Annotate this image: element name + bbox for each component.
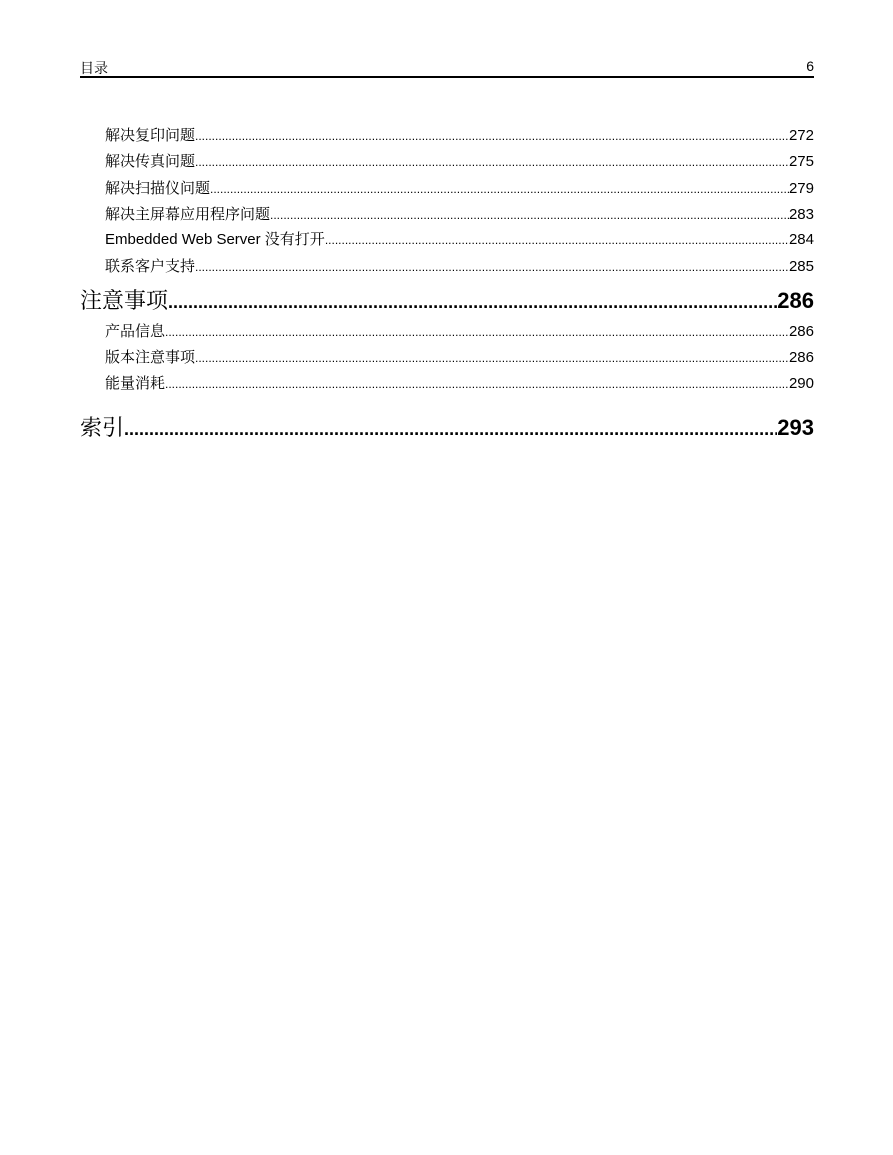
dot-leader	[195, 149, 789, 174]
toc-entry-page: 283	[788, 205, 814, 223]
toc-entry-label: 联系客户支持	[105, 257, 196, 276]
toc-entry-home-screen-app-problems[interactable]	[80, 201, 814, 227]
toc-entry-scanner-problems[interactable]	[80, 175, 814, 201]
dot-leader	[195, 123, 789, 148]
dot-leader	[165, 371, 789, 396]
toc-entry-label: 产品信息	[105, 321, 166, 340]
dot-leader	[168, 285, 777, 318]
toc-entry-contact-support[interactable]	[80, 253, 814, 279]
toc-entry-power-consumption[interactable]	[80, 370, 814, 396]
dot-leader	[165, 319, 789, 344]
header-page-number: 6	[806, 58, 814, 74]
dot-leader	[195, 254, 789, 279]
toc-entry-label: 解决复印问题	[105, 126, 196, 144]
toc-entry-embedded-web-server[interactable]	[80, 227, 814, 253]
toc-entry-label: 解决传真问题	[105, 152, 196, 171]
toc-entry-label: Embedded Web Server 没有打开	[105, 231, 325, 249]
dot-leader	[270, 202, 789, 227]
toc-chapter-page: 286	[777, 287, 814, 313]
toc-entry-label: 解决主屏幕应用程序问题	[105, 204, 271, 223]
toc-entry-label: 能量消耗	[105, 374, 166, 393]
dot-leader	[195, 345, 789, 370]
toc-chapter-notices[interactable]	[80, 284, 814, 318]
toc-entry-label: 解决扫描仪问题	[105, 178, 211, 197]
toc-entry-fax-problems[interactable]	[80, 148, 814, 174]
toc-entry-product-info[interactable]	[80, 318, 814, 344]
toc-entry-page: 275	[788, 153, 814, 171]
toc-chapter-page: 293	[777, 414, 814, 440]
toc-chapter-index[interactable]	[80, 411, 814, 445]
toc-entry-page: 286	[788, 322, 814, 340]
toc-entry-page: 284	[788, 231, 814, 249]
toc-entry-copy-problems[interactable]	[80, 122, 814, 148]
dot-leader	[124, 412, 777, 445]
toc-entry-page: 286	[788, 349, 814, 367]
header-title: 目录	[80, 61, 108, 77]
toc-entry-edition-notice[interactable]	[80, 344, 814, 370]
toc-chapter-label: 索引	[80, 415, 125, 441]
dot-leader	[325, 227, 789, 253]
toc-entry-page: 279	[788, 179, 814, 197]
table-of-contents	[80, 122, 814, 445]
toc-entry-label: 版本注意事项	[105, 348, 196, 367]
toc-entry-page: 290	[788, 375, 814, 393]
spacer	[80, 397, 814, 411]
toc-entry-page: 272	[788, 127, 814, 144]
toc-chapter-label: 注意事项	[80, 288, 169, 314]
dot-leader	[210, 176, 789, 201]
page-header	[80, 56, 814, 78]
toc-entry-page: 285	[788, 258, 814, 276]
